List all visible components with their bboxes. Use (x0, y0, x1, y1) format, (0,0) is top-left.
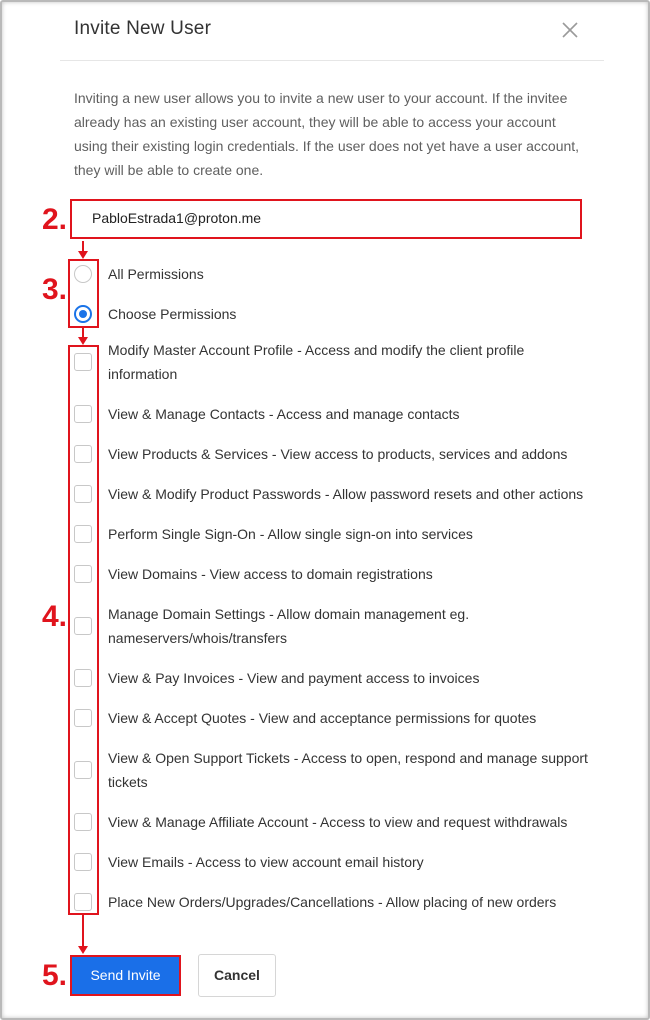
dialog-description: Inviting a new user allows you to invite a new user to your account. If the invitee already has an existing user account, they will be able to access your account using their existing login credentials. If the user does not yet have a user account, they will be able to create one. (74, 90, 580, 178)
step-2-label: 2. (42, 203, 68, 236)
permission-label[interactable]: View & Modify Product Passwords - Allow password resets and other actions (108, 486, 584, 502)
header-divider (60, 60, 604, 61)
checkbox-product-passwords[interactable] (74, 485, 92, 503)
dialog-title: Invite New User (74, 18, 212, 39)
permission-label[interactable]: View & Accept Quotes - View and acceptance permissions for quotes (108, 710, 537, 726)
permission-label[interactable]: View Domains - View access to domain registrations (108, 566, 433, 582)
radio-all-permissions[interactable] (74, 265, 92, 283)
checkbox-manage-contacts[interactable] (74, 405, 92, 423)
checkbox-place-orders[interactable] (74, 893, 92, 911)
permission-label[interactable]: Perform Single Sign-On - Allow single sign-on into services (108, 526, 473, 542)
permission-label[interactable]: View & Manage Contacts - Access and manage contacts (108, 406, 460, 422)
cancel-button[interactable]: Cancel (198, 954, 276, 997)
permission-label[interactable]: Modify Master Account Profile - Access and modify the client profile information (108, 342, 525, 382)
checkbox-pay-invoices[interactable] (74, 669, 92, 687)
checkbox-domain-settings[interactable] (74, 617, 92, 635)
permission-label[interactable]: Manage Domain Settings - Allow domain management eg. nameservers/whois/transfers (108, 606, 470, 646)
checkbox-view-products[interactable] (74, 445, 92, 463)
radio-all-permissions-label[interactable]: All Permissions (108, 266, 204, 282)
send-invite-button[interactable]: Send Invite (70, 955, 181, 996)
checkbox-modify-master-profile[interactable] (74, 353, 92, 371)
checkbox-single-sign-on[interactable] (74, 525, 92, 543)
close-icon[interactable] (560, 20, 580, 40)
email-field[interactable]: PabloEstrada1@proton.me (70, 199, 582, 239)
checkbox-support-tickets[interactable] (74, 761, 92, 779)
permission-label[interactable]: View & Manage Affiliate Account - Access to view and request withdrawals (108, 814, 568, 830)
permission-label[interactable]: View Products & Services - View access to products, services and addons (108, 446, 568, 462)
permission-label[interactable]: Place New Orders/Upgrades/Cancellations - Allow placing of new orders (108, 894, 557, 910)
checkbox-affiliate-account[interactable] (74, 813, 92, 831)
checkbox-view-emails[interactable] (74, 853, 92, 871)
permission-label[interactable]: View & Open Support Tickets - Access to open, respond and manage support tickets (108, 750, 588, 790)
checkbox-view-domains[interactable] (74, 565, 92, 583)
permission-label[interactable]: View Emails - Access to view account email history (108, 854, 424, 870)
checkbox-accept-quotes[interactable] (74, 709, 92, 727)
step-3-label: 3. (42, 273, 68, 306)
permission-label[interactable]: View & Pay Invoices - View and payment access to invoices (108, 670, 480, 686)
radio-choose-permissions[interactable] (74, 305, 92, 323)
step-4-label: 4. (42, 600, 68, 633)
radio-choose-permissions-label[interactable]: Choose Permissions (108, 306, 237, 322)
step-5-label: 5. (42, 959, 68, 992)
